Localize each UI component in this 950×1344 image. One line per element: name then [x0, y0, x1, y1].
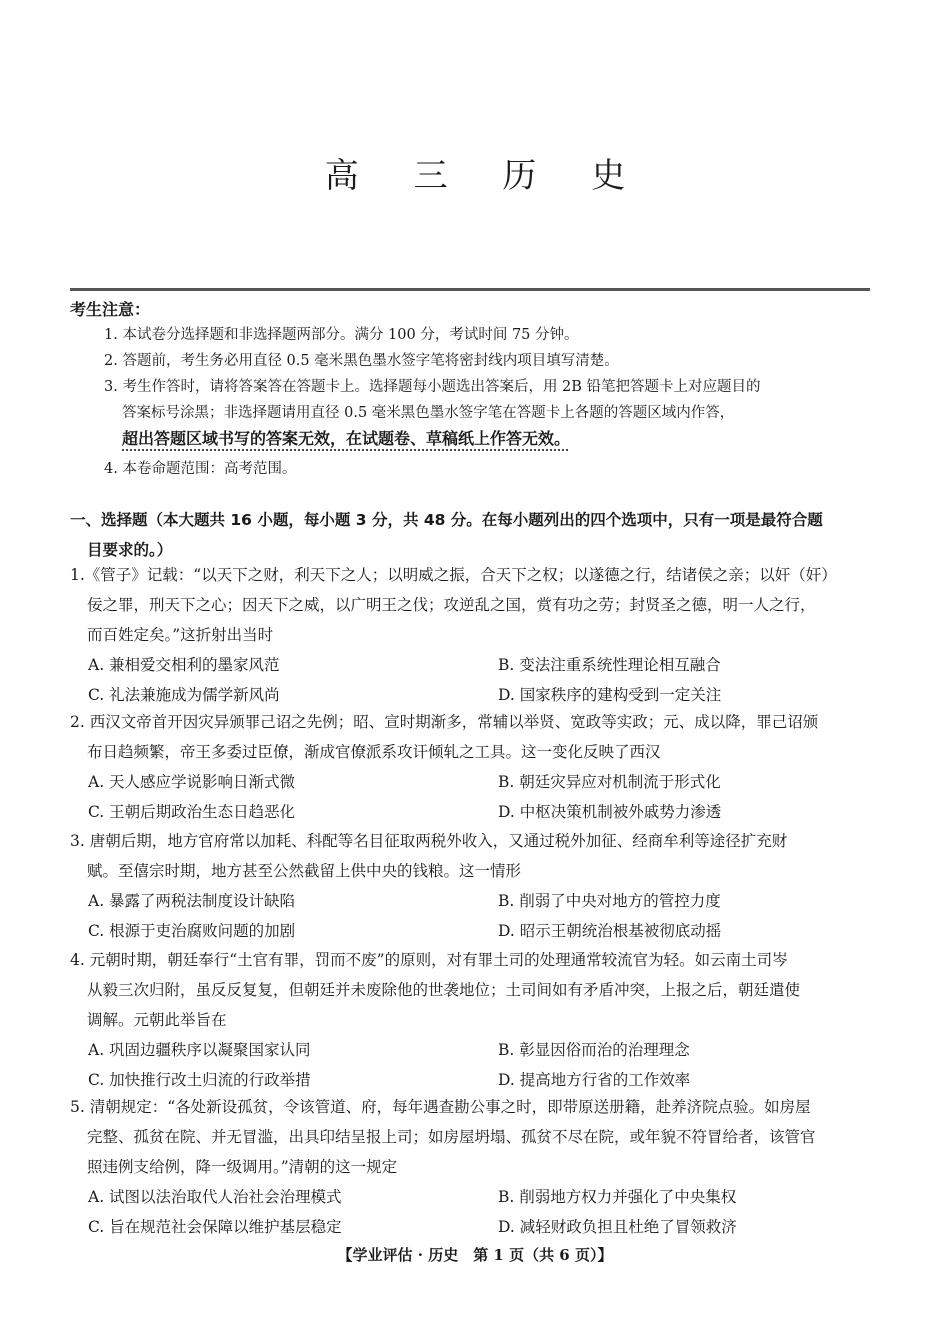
question-stem: 2. 西汉文帝首开因灾异颁罪己诏之先例；昭、宣时期渐多，常辅以举贤、宽政等实政；元、成以降，罪己诏颁	[70, 713, 819, 731]
option-c: C. 根源于吏治腐败问题的加剧	[88, 922, 296, 940]
option-a: A. 试图以法治取代人治社会治理模式	[88, 1188, 342, 1206]
question-stem: 赋。至僖宗时期，地方甚至公然截留上供中央的钱粮。这一情形	[87, 862, 522, 880]
option-a: A. 兼相爱交相利的墨家风范	[88, 656, 280, 674]
option-d: D. 中枢决策机制被外戚势力渗透	[498, 803, 722, 821]
option-c: C. 旨在规范社会保障以维护基层稳定	[88, 1218, 342, 1236]
question-stem: 4. 元朝时期，朝廷奉行“土官有罪，罚而不废”的原则，对有罪土司的处理通常较流官为轻。如云南土司岑	[70, 951, 788, 969]
section-heading	[70, 505, 870, 565]
question-stem: 照违例支给例，降一级调用。”清朝的这一规定	[87, 1158, 398, 1176]
option-c: C. 王朝后期政治生态日趋恶化	[88, 803, 296, 821]
section-heading-line: 目要求的。）	[87, 541, 173, 559]
question-stem: 调解。元朝此举旨在	[87, 1011, 227, 1029]
page-footer: 【学业评估 · 历史 第 1 页（共 6 页）】	[337, 1246, 613, 1264]
notice-item: 4. 本卷命题范围：高考范围。	[104, 461, 297, 477]
question-stem: 3. 唐朝后期，地方官府常以加耗、科配等名目征取两税外收入，又通过税外加征、经商牟利等途径扩充财	[70, 832, 788, 850]
question-3	[70, 826, 870, 946]
notice-list	[104, 322, 874, 482]
question-stem: 而百姓定矣。”这折射出当时	[87, 626, 274, 644]
question-stem: 1.《管子》记载：“以天下之财，利天下之人；以明威之振，合天下之权；以遂德之行，结诸侯之亲；以奸（奸）	[70, 566, 837, 584]
question-stem: 布日趋频繁，帝王多委过臣僚，渐成官僚派系攻讦倾轧之工具。这一变化反映了西汉	[87, 743, 661, 761]
title-divider	[70, 288, 870, 291]
option-d: D. 提高地方行省的工作效率	[498, 1071, 691, 1089]
notice-emphasis: 超出答题区域书写的答案无效，在试题卷、草稿纸上作答无效。	[122, 429, 571, 448]
option-a: A. 巩固边疆秩序以凝聚国家认同	[88, 1041, 311, 1059]
question-4	[70, 945, 870, 1095]
option-b: B. 彰显因俗而治的治理理念	[498, 1041, 690, 1059]
option-b: B. 削弱了中央对地方的管控力度	[498, 892, 721, 910]
page-title: 高 三 历 史	[324, 156, 648, 196]
notice-item: 2. 答题前，考生务必用直径 0.5 毫米黑色墨水签字笔将密封线内项目填写清楚。	[104, 353, 619, 369]
option-b: B. 削弱地方权力并强化了中央集权	[498, 1188, 737, 1206]
option-b: B. 变法注重系统性理论相互融合	[498, 656, 721, 674]
section-heading-line: 一、选择题（本大题共 16 小题，每小题 3 分，共 48 分。在每小题列出的四个选项中，只有一项是最符合题	[70, 511, 823, 529]
option-c: C. 加快推行改土归流的行政举措	[88, 1071, 311, 1089]
question-stem: 完整、孤贫在院、并无冒滥，出具印结呈报上司；如房屋坍塌、孤贫不尽在院，或年貌不符冒给者，该管官	[87, 1128, 816, 1146]
notice-item-continuation: 答案标号涂黑；非选择题请用直径 0.5 毫米黑色墨水签字笔在答题卡上各题的答题区域内作答，	[122, 405, 735, 421]
notice-item: 1. 本试卷分选择题和非选择题两部分。满分 100 分，考试时间 75 分钟。	[104, 327, 579, 343]
question-1	[70, 560, 870, 710]
option-c: C. 礼法兼施成为儒学新风尚	[88, 686, 280, 704]
notice-item: 3. 考生作答时，请将答案答在答题卡上。选择题每小题选出答案后，用 2B 铅笔把答题卡上对应题目的	[104, 379, 761, 395]
option-d: D. 国家秩序的建构受到一定关注	[498, 686, 722, 704]
question-stem: 佞之罪，刑天下之心；因天下之威，以广明王之伐；攻逆乱之国，赏有功之劳；封贤圣之德，明一人之行，	[87, 596, 816, 614]
question-stem: 5. 清朝规定：“各处新设孤贫，令该管道、府，每年遇查勘公事之时，即带原送册籍，赴养济院点验。如房屋	[70, 1098, 811, 1116]
option-d: D. 减轻财政负担且杜绝了冒领救济	[498, 1218, 737, 1236]
question-5	[70, 1092, 870, 1242]
option-b: B. 朝廷灾异应对机制流于形式化	[498, 773, 721, 791]
option-a: A. 暴露了两税法制度设计缺陷	[88, 892, 296, 910]
option-d: D. 昭示王朝统治根基被彻底动摇	[498, 922, 722, 940]
question-stem: 从毅三次归附，虽反反复复，但朝廷并未废除他的世袭地位；土司间如有矛盾冲突，上报之后，朝廷遣使	[87, 981, 801, 999]
notice-heading: 考生注意：	[70, 300, 151, 319]
question-2	[70, 707, 870, 827]
option-a: A. 天人感应学说影响日渐式微	[88, 773, 296, 791]
